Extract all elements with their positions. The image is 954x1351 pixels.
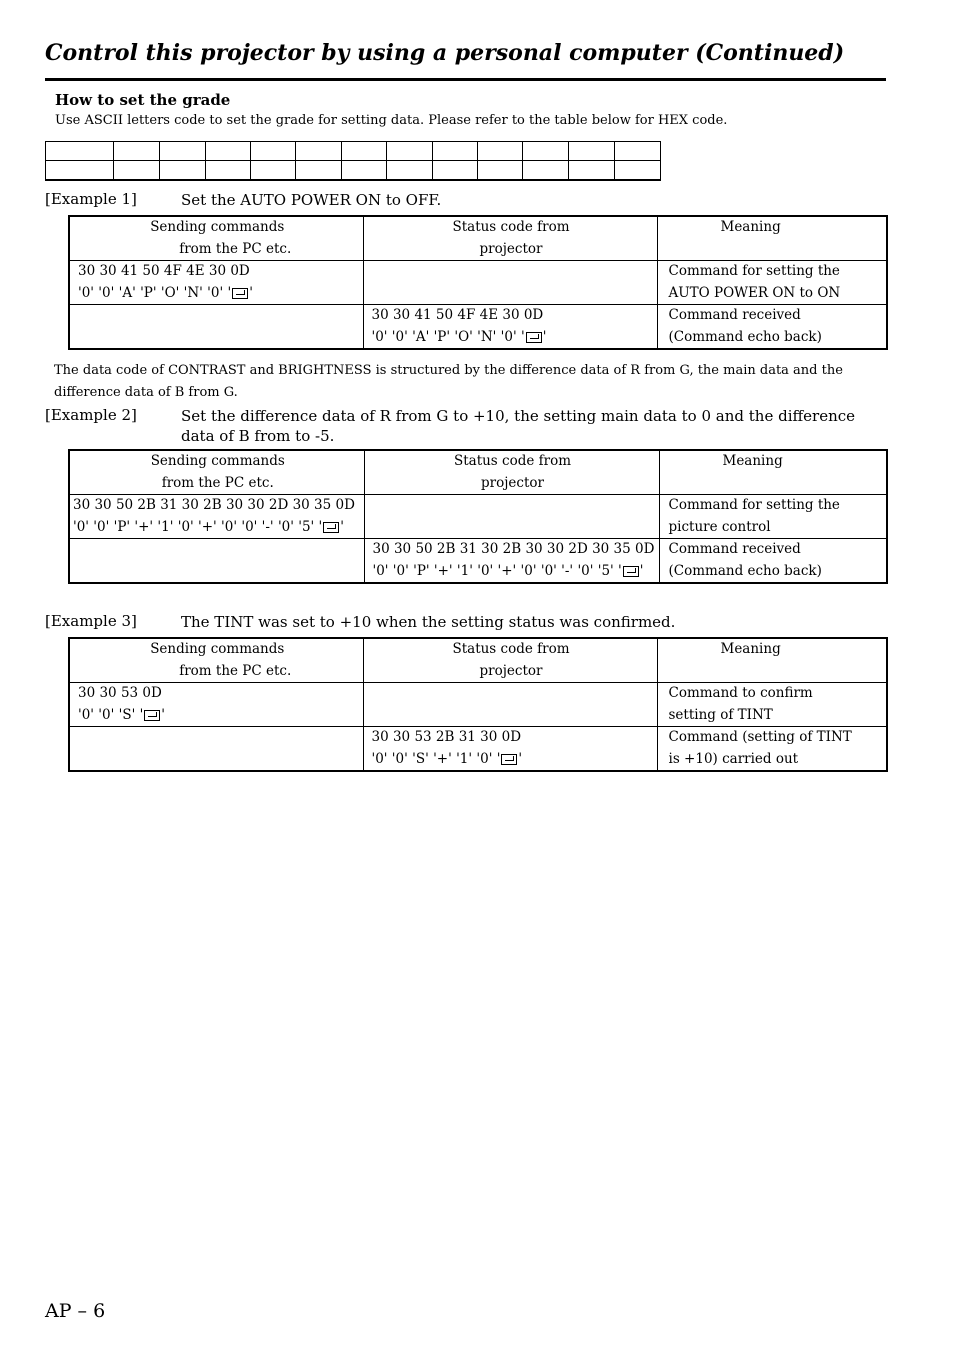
header-meaning: Meaning [659,450,887,495]
hex-code: 30 30 53 2B 31 30 0D [371,729,522,745]
enter-key-icon [501,754,517,765]
title-rule [45,78,886,81]
table-row [69,727,887,772]
header-sending: Sending commands from the PC etc. [69,450,364,495]
ascii-code: '0' '0' 'P' '+' '1' '0' '+' '0' '0' '-' '0' '5' ' ' [372,562,644,579]
example1-table [68,215,888,350]
meaning-cell: Command (setting of TINT is +10) carried out [657,727,887,772]
example2-table [68,449,888,584]
grade-row [46,142,661,161]
grade-row [46,161,661,181]
meaning-cell: Command received (Command echo back) [657,305,887,350]
grade-intro: Use ASCII letters code to set the grade for setting data. Please refer to the table below for HEX code. [55,113,728,128]
meaning-cell: Command for setting the picture control [659,495,887,539]
header-meaning: Meaning [657,638,887,683]
example1-text: Set the AUTO POWER ON to OFF. [181,191,442,209]
ascii-code: '0' '0' 'A' 'P' 'O' 'N' '0' ' ' [78,284,253,301]
hex-code: 30 30 41 50 4F 4E 30 0D [371,307,544,323]
status-cell [363,261,657,305]
page-number: AP – 6 [45,1300,106,1322]
status-cell [364,539,659,584]
hex-code: 30 30 50 2B 31 30 2B 30 30 2D 30 35 0D [372,541,655,557]
status-cell [364,495,659,539]
sending-cell [69,305,363,350]
ascii-code: '0' '0' 'S' '+' '1' '0' ' ' [371,750,523,767]
header-status: Status code from projector [364,450,659,495]
status-cell [363,683,657,727]
table-row [69,261,887,305]
grade-heading: How to set the grade [55,91,231,109]
example2-label: [Example 2] [45,406,137,424]
enter-key-icon [526,332,542,343]
example3-text: The TINT was set to +10 when the setting status was confirmed. [181,613,676,631]
table-row [69,683,887,727]
table-header-row [69,216,887,261]
header-sending: Sending commands from the PC etc. [69,216,363,261]
meaning-cell: Command for setting the AUTO POWER ON to ON [657,261,887,305]
enter-key-icon [232,288,248,299]
sending-cell [69,539,364,584]
contrast-brightness-note: The data code of CONTRAST and BRIGHTNESS is structured by the difference data of R from G, the main data and the difference data of B from G. [54,363,843,400]
meaning-cell: Command to confirm setting of TINT [657,683,887,727]
status-cell [363,305,657,350]
status-cell [363,727,657,772]
grade-table [45,141,661,181]
table-row [69,305,887,350]
header-meaning: Meaning [657,216,887,261]
header-status: Status code from projector [363,638,657,683]
hex-code: 30 30 53 0D [78,685,162,701]
example2-text: Set the difference data of R from G to +10, the setting main data to 0 and the difference data of B from to -5. [181,407,856,445]
sending-cell [69,683,363,727]
enter-key-icon [623,566,639,577]
page-title: Control this projector by using a personal computer (Continued) [45,40,845,66]
hex-code: 30 30 50 2B 31 30 2B 30 30 2D 30 35 0D [73,497,355,513]
table-header-row [69,638,887,683]
table-header-row [69,450,887,495]
sending-cell [69,727,363,772]
table-row [69,539,887,584]
sending-cell [69,495,364,539]
example1-label: [Example 1] [45,190,137,208]
enter-key-icon [144,710,160,721]
meaning-cell: Command received (Command echo back) [659,539,887,584]
ascii-code: '0' '0' 'A' 'P' 'O' 'N' '0' ' ' [371,328,547,345]
example3-label: [Example 3] [45,612,137,630]
ascii-code: '0' '0' 'S' ' ' [78,706,165,723]
header-status: Status code from projector [363,216,657,261]
table-row [69,495,887,539]
example3-table [68,637,888,772]
enter-key-icon [323,522,339,533]
hex-code: 30 30 41 50 4F 4E 30 0D [78,263,250,279]
ascii-code: '0' '0' 'P' '+' '1' '0' '+' '0' '0' '-' '0' '5' ' ' [73,518,344,535]
sending-cell [69,261,363,305]
header-sending: Sending commands from the PC etc. [69,638,363,683]
